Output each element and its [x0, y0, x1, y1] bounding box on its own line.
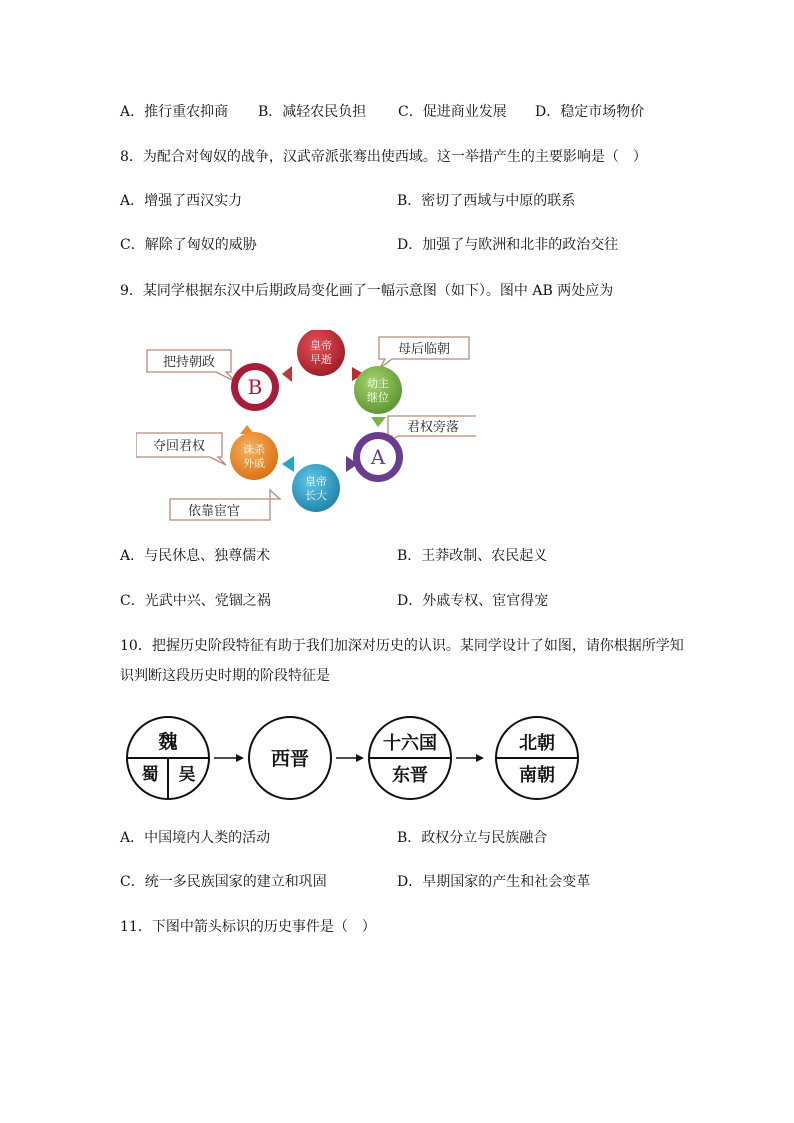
label-rely-eunuchs: 依靠宦官: [187, 504, 241, 519]
circle-northern-southern-dynasties: [496, 717, 578, 799]
politics-cycle-diagram: [136, 330, 476, 525]
q8-option-b: B．密切了西域与中原的联系: [397, 193, 576, 209]
flow-arrow-2: [336, 754, 364, 762]
flow-arrow-1: [214, 754, 244, 762]
q9-option-d: D．外戚专权、宦官得宠: [397, 593, 549, 609]
svg-text:南朝: 南朝: [519, 765, 555, 786]
svg-text:吴: 吴: [178, 765, 196, 785]
svg-text:幼主: 幼主: [367, 377, 389, 390]
circle-sixteen-kingdoms-eastern-jin: [369, 717, 451, 799]
svg-text:外戚: 外戚: [243, 457, 265, 470]
svg-text:皇帝: 皇帝: [305, 475, 327, 488]
svg-text:早逝: 早逝: [310, 353, 332, 366]
q7-option-c: C．促进商业发展: [398, 104, 507, 120]
arrow-grows-to-kill: [282, 456, 294, 472]
circle-western-jin: [249, 717, 331, 799]
q9-option-a: A．与民休息、独尊儒术: [120, 548, 271, 564]
callout-power-delegated: [386, 416, 476, 444]
q10-option-b: B．政权分立与民族融合: [397, 830, 548, 846]
svg-text:皇帝: 皇帝: [310, 339, 332, 352]
svg-text:东晋: 东晋: [392, 765, 428, 786]
circle-wei-shu-wu: [127, 717, 209, 799]
svg-text:北朝: 北朝: [519, 733, 555, 754]
label-empress-regency: 母后临朝: [397, 342, 451, 357]
svg-text:蜀: 蜀: [141, 765, 159, 785]
q10-option-a: A．中国境内人类的活动: [120, 830, 271, 846]
flow-arrow-3: [456, 754, 484, 762]
label-control-gov: 把持朝政: [162, 355, 216, 370]
svg-text:长大: 长大: [305, 489, 327, 502]
q11-stem: 11．下图中箭头标识的历史事件是（ ）: [120, 919, 376, 935]
q8-option-d: D．加强了与欧洲和北非的政治交往: [397, 237, 619, 253]
q8-stem: 8．为配合对匈奴的战争，汉武帝派张骞出使西域。这一举措产生的主要影响是（ ）: [120, 149, 647, 165]
node-emperor-dies: [297, 330, 345, 376]
node-kill-relatives: [230, 432, 278, 480]
q9-option-b: B．王莽改制、农民起义: [397, 548, 548, 564]
callout-empress-regency: [379, 337, 469, 368]
svg-text:B: B: [247, 375, 263, 399]
svg-text:十六国: 十六国: [383, 733, 437, 754]
node-b: [231, 363, 279, 411]
q8-option-c: C．解除了匈奴的威胁: [120, 237, 257, 253]
q9-option-c: C．光武中兴、党锢之祸: [120, 593, 271, 609]
q7-option-a: A．推行重农抑商: [120, 104, 229, 120]
q7-option-d: D．稳定市场物价: [535, 104, 645, 120]
q8-option-a: A．增强了西汉实力: [120, 193, 243, 209]
dynasty-flow-diagram: [124, 716, 584, 802]
q10-option-c: C．统一多民族国家的建立和巩固: [120, 874, 327, 890]
label-regain-power: 夺回君权: [152, 439, 206, 454]
node-young-master: [354, 366, 402, 414]
callout-regain-power: [136, 433, 226, 465]
callout-control-gov: [147, 350, 236, 382]
q10-stem-line1: 10．把握历史阶段特征有助于我们加深对历史的认识。某同学设计了如图，请你根据所学知: [120, 638, 684, 654]
q7-option-b: B．减轻农民负担: [258, 104, 367, 120]
node-emperor-grows: [292, 464, 340, 512]
svg-text:A: A: [370, 445, 386, 469]
label-power-delegated: 君权旁落: [406, 420, 460, 435]
q9-stem: 9．某同学根据东汉中后期政局变化画了一幅示意图（如下）。图中 AB 两处应为: [120, 283, 614, 299]
node-a: [353, 432, 403, 482]
arrow-young-to-a: [371, 417, 386, 427]
svg-text:继位: 继位: [367, 391, 389, 404]
svg-text:诛杀: 诛杀: [243, 443, 265, 456]
arrow-b-to-emperor-dies: [282, 366, 292, 382]
svg-text:魏: 魏: [158, 731, 178, 753]
svg-text:西晋: 西晋: [270, 748, 310, 770]
q10-option-d: D．早期国家的产生和社会变革: [397, 874, 591, 890]
q10-stem-line2: 识判断这段历史时期的阶段特征是: [120, 668, 330, 684]
callout-rely-eunuchs: [170, 490, 280, 520]
